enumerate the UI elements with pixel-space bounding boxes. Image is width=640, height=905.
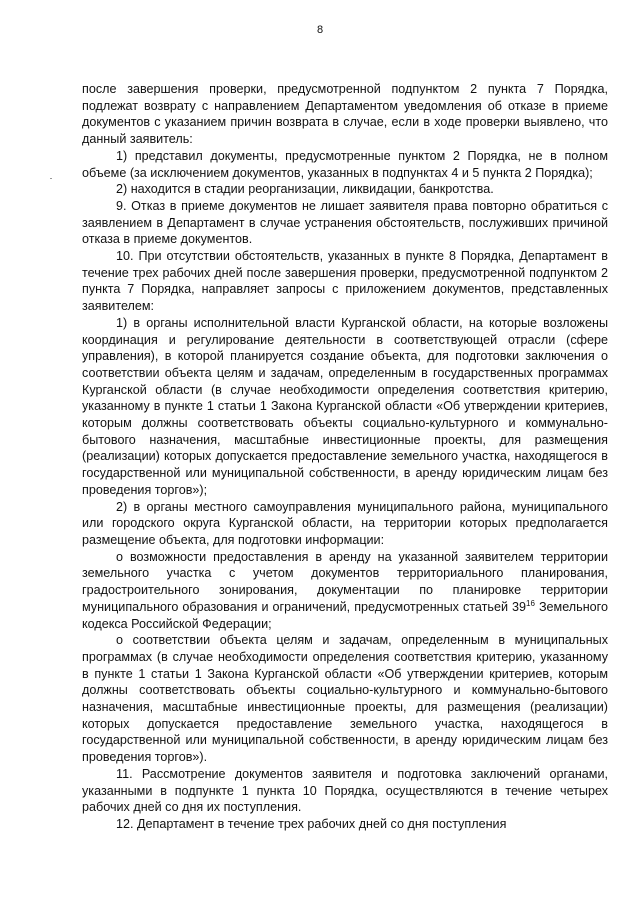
paragraph-item-11: 11. Рассмотрение документов заявителя и подготовка заключений органами, указанными в подпункте 1 пункта 10 Порядка, осуществляются в течение четырех рабочих дней со дня их поступления. — [82, 766, 608, 815]
article-superscript: 16 — [526, 598, 535, 608]
paragraph-land-possibility — [82, 549, 608, 633]
paragraph-item-10: 10. При отсутствии обстоятельств, указанных в пункте 8 Порядка, Департамент в течение трех рабочих дней после завершения проверки, предусмотренной подпунктом 2 пункта 7 Порядка, направляет запросы с приложением документов, представленных заявителем: — [82, 249, 608, 314]
paragraph-land-text-after: Земельного кодекса Российской Федерации; — [82, 599, 608, 631]
page-number: 8 — [316, 24, 324, 36]
paragraph-item-10-sub-1: 1) в органы исполнительной власти Курганской области, на которые возложены координация и регулирование деятельности в соответствующей отрасли (сфере управления), в которой планируется создание объекта, для подготовки заключения о соответствии объекта целям и задачам, определенным в государственных программах Курганской области (в случае необходимости определения соответствия критерию, указанному в пункте 1 статьи 1 Закона Курганской области «Об утверждении критериев, которым должны соответствовать объекты социально-культурного и коммунально-бытового назначения, масштабные инвестиционные проекты, для размещения (реализации) которых допускается предоставление земельного участка, находящегося в государственной или муниципальной собственности, в аренду юридическим лицам без проведения торгов»); — [82, 315, 608, 497]
paragraph-item-12: 12. Департамент в течение трех рабочих дней со дня поступления — [116, 816, 507, 831]
margin-mark — [50, 178, 52, 179]
paragraph-subitem-2: 2) находится в стадии реорганизации, ликвидации, банкротства. — [116, 182, 494, 197]
paragraph-subitem-1: 1) представил документы, предусмотренные пунктом 2 Порядка, не в полном объеме (за исключением документов, указанных в подпунктах 4 и 5 пункта 2 Порядка); — [82, 148, 608, 180]
document-body — [82, 81, 608, 833]
paragraph-continuation: после завершения проверки, предусмотренной подпунктом 2 пункта 7 Порядка, подлежат возврату с направлением Департаментом уведомления об отказе в приеме документов с указанием причин возврата в случае, если в ходе проверки выявлено, что данный заявитель: — [82, 82, 608, 147]
paragraph-object-compliance: о соответствии объекта целям и задачам, определенным в муниципальных программах (в случае необходимости определения соответствия критерию, указанному в пункте 1 статьи 1 Закона Курганской области «Об утверждении критериев, которым должны соответствовать объекты социально-культурного и коммунально-бытового назначения, масштабные инвестиционные проекты, для размещения (реализации) которых допускается предоставление земельного участка, находящегося в государственной или муниципальной собственности, в аренду юридическим лицам без проведения торгов»). — [82, 633, 608, 765]
paragraph-item-9: 9. Отказ в приеме документов не лишает заявителя права повторно обратиться с заявлением в Департамент в случае устранения обстоятельств, послуживших причиной отказа в приеме документов. — [82, 198, 608, 247]
paragraph-item-10-sub-2: 2) в органы местного самоуправления муниципального района, муниципального или городского округа Курганской области, на территории которых предполагается размещение объекта, для подготовки информации: — [82, 499, 608, 547]
paragraph-land-text-before: о возможности предоставления в аренду на указанной заявителем территории земельного участка с учетом документов территориального планирования, градостроительного зонирования, документации по планировке территории муниципального образования и ограничений, предусмотренных статьей 39 — [82, 549, 608, 614]
